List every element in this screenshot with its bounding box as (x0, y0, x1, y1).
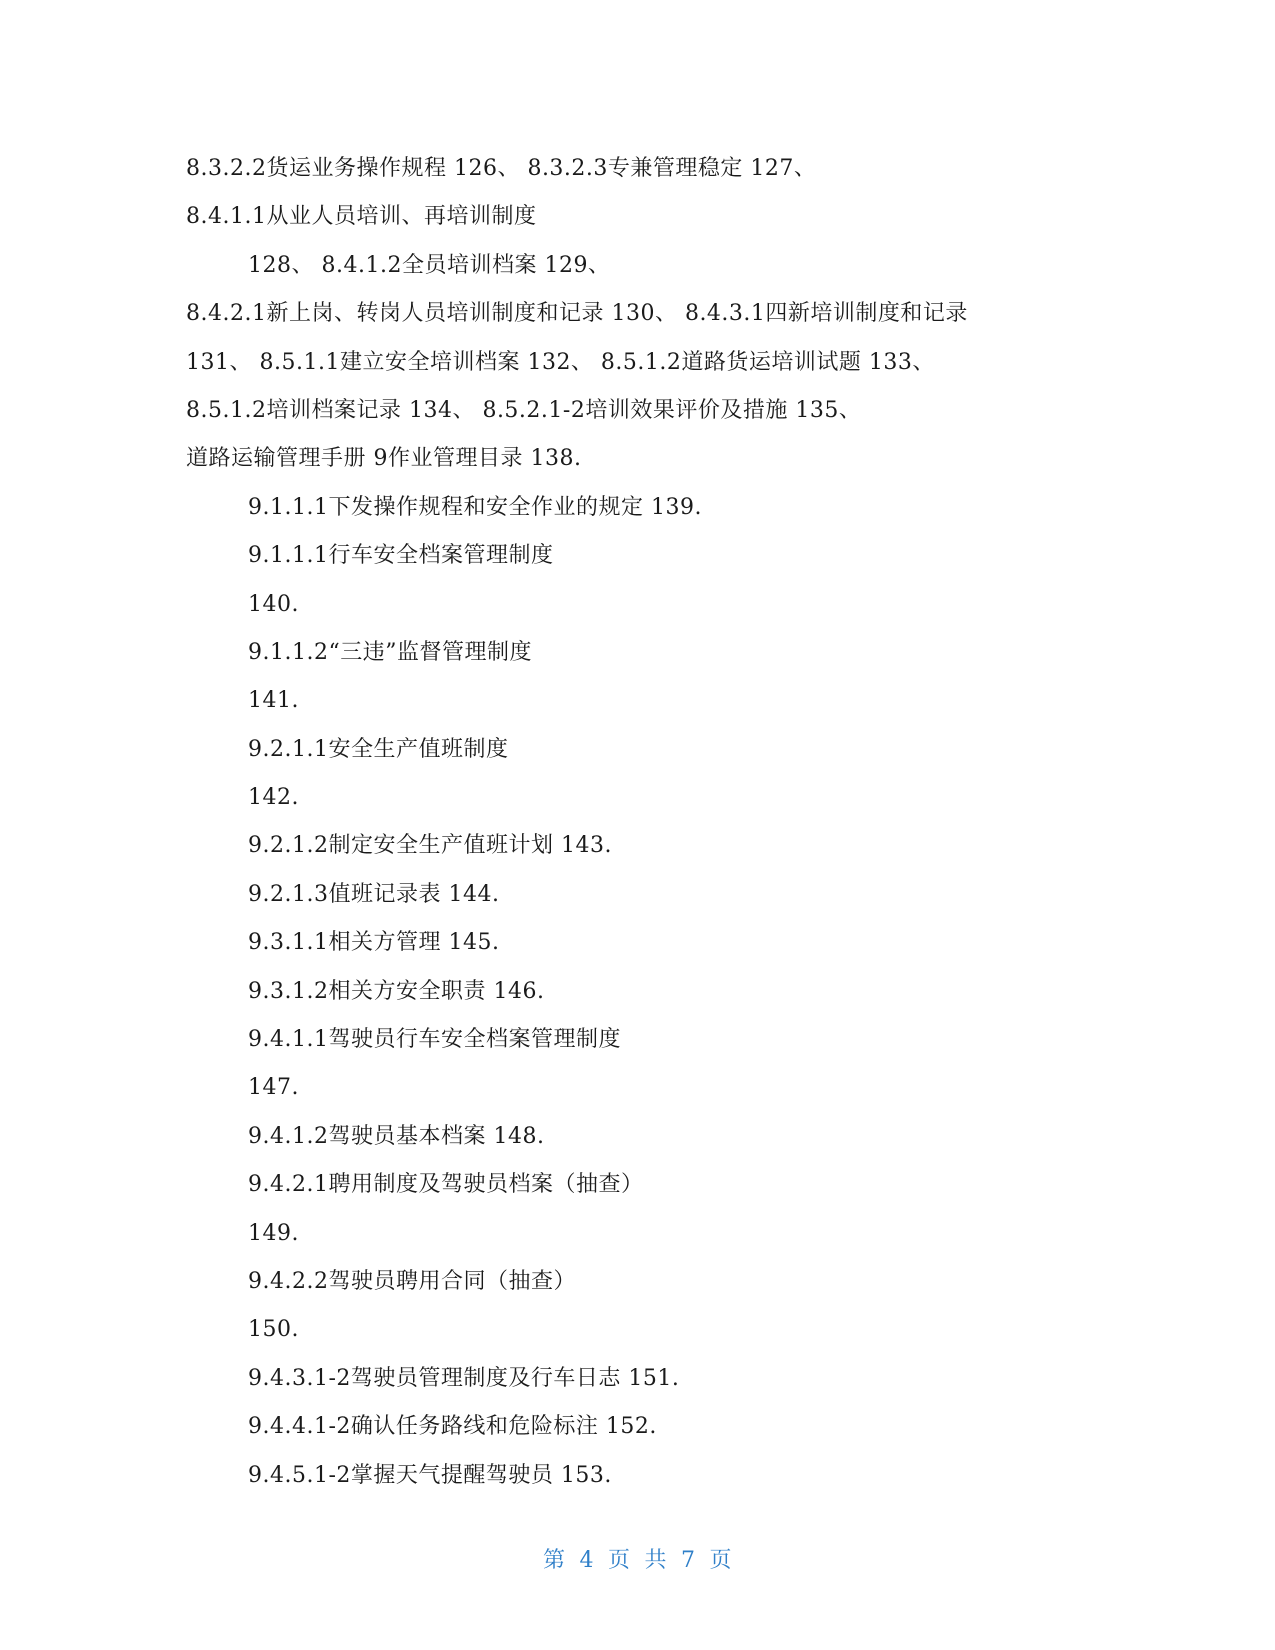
footer-total-suffix: 页 (709, 1548, 733, 1573)
footer-current-page: 4 (579, 1548, 594, 1573)
toc-line: 9.1.1.1行车安全档案管理制度 (248, 543, 554, 569)
toc-section-heading: 道路运输管理手册 9作业管理目录 138. (186, 446, 582, 472)
toc-line: 8.3.2.2货运业务操作规程 126、 8.3.2.3专兼管理稳定 127、 (186, 156, 817, 181)
page-footer (0, 1543, 1275, 1574)
toc-line: 9.4.3.1-2驾驶员管理制度及行车日志 151. (248, 1365, 680, 1391)
toc-line: 9.4.4.1-2确认任务路线和危险标注 152. (248, 1414, 657, 1440)
toc-line: 9.4.1.2驾驶员基本档案 148. (248, 1123, 545, 1149)
toc-line: 8.4.2.1新上岗、转岗人员培训制度和记录 130、 8.4.3.1四新培训制度和记录 (186, 301, 968, 327)
toc-content (186, 145, 1086, 1500)
toc-line: 9.3.1.1相关方管理 145. (248, 930, 500, 956)
toc-line: 9.4.1.1驾驶员行车安全档案管理制度 (248, 1027, 621, 1053)
footer-page-word: 页 (607, 1548, 631, 1573)
footer-total-pages: 7 (681, 1548, 696, 1573)
toc-page-number: 150. (248, 1317, 299, 1343)
toc-line: 9.4.5.1-2掌握天气提醒驾驶员 153. (248, 1462, 612, 1488)
toc-page-number: 140. (248, 591, 299, 617)
toc-page-number: 142. (248, 785, 299, 811)
toc-line: 9.2.1.3值班记录表 144. (248, 881, 500, 907)
footer-prefix: 第 (542, 1548, 566, 1573)
toc-line: 9.4.2.2驾驶员聘用合同（抽查） (248, 1268, 576, 1294)
toc-line: 128、 8.4.1.2全员培训档案 129、 (248, 252, 611, 278)
toc-line: 131、 8.5.1.1建立安全培训档案 132、 8.5.1.2道路货运培训试题 133、 (186, 349, 935, 375)
toc-page-number: 141. (248, 688, 299, 714)
toc-line: 9.2.1.2制定安全生产值班计划 143. (248, 833, 612, 859)
toc-line: 8.4.1.1从业人员培训、再培训制度 (186, 204, 537, 230)
toc-line: 9.2.1.1安全生产值班制度 (248, 736, 509, 762)
toc-line: 9.1.1.1下发操作规程和安全作业的规定 139. (248, 494, 702, 520)
toc-line: 9.4.2.1聘用制度及驾驶员档案（抽查） (248, 1172, 644, 1198)
toc-line: 9.3.1.2相关方安全职责 146. (248, 978, 545, 1004)
toc-page-number: 147. (248, 1075, 299, 1101)
footer-total-prefix: 共 (644, 1548, 668, 1573)
toc-line: 8.5.1.2培训档案记录 134、 8.5.2.1-2培训效果评价及措施 135、 (186, 397, 862, 423)
toc-page-number: 149. (248, 1220, 299, 1246)
toc-line: 9.1.1.2“三违”监督管理制度 (248, 639, 532, 665)
